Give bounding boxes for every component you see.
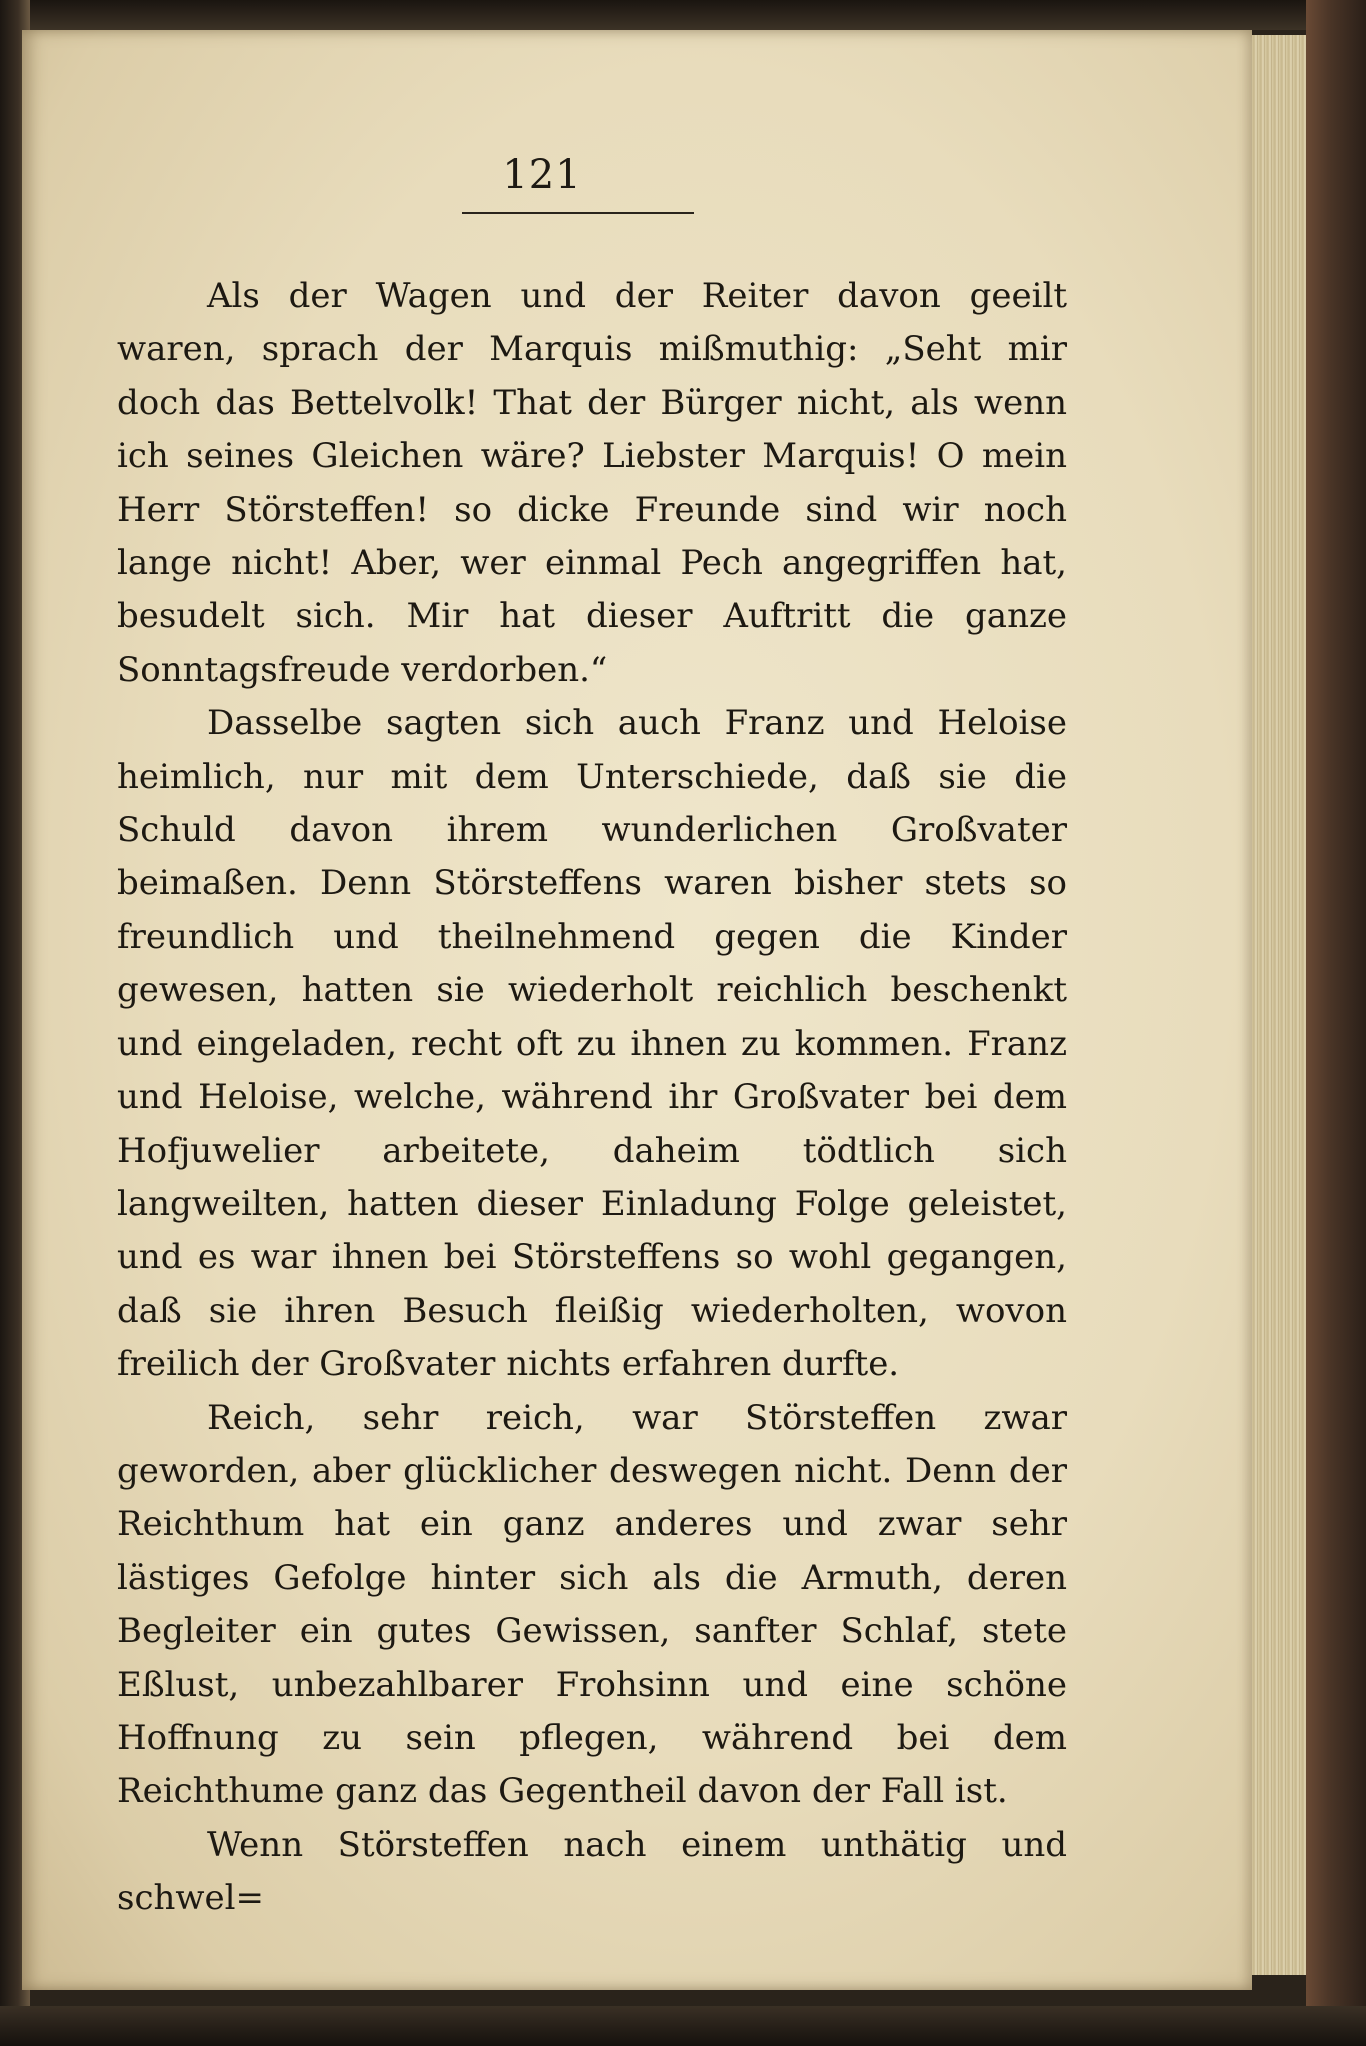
book-binding-bottom [0, 2006, 1366, 2046]
paragraph-1: Als der Wagen und der Reiter davon geeilt waren, sprach der Marquis mißmuthig: „Seht mir doch das Bettelvolk! That der Bürger nicht, als wenn ich seines Gleichen wäre? Liebster Marquis! O mein Herr Störsteffen! so dicke Freunde sind wir noch lange nicht! Aber, wer einmal Pech angegriffen hat, besudelt sich. Mir hat dieser Auftritt die ganze Sonntagsfreude verdorben.“ [117, 276, 1067, 690]
book-binding-top [0, 0, 1366, 30]
paragraph-4: Wenn Störsteffen nach einem unthätig und schwel= [117, 1824, 1067, 1919]
paragraph-2: Dasselbe sagten sich auch Franz und Heloise heimlich, nur mit dem Unterschiede, daß sie die Schuld davon ihrem wunderlichen Großvater beimaßen. Denn Störsteffens waren bisher stets so freundlich und theilnehmend gegen die Kinder gewesen, hatten sie wiederholt reichlich beschenkt und eingeladen, recht oft zu ihnen zu kommen. Franz und Heloise, welche, während ihr Großvater bei dem Hofjuwelier arbeitete, daheim tödtlich sich langweilten, hatten dieser Einladung Folge geleistet, und es war ihnen bei Störsteffens so wohl gegangen, daß sie ihren Besuch fleißig wiederholten, wovon freilich der Großvater nichts erfahren durfte. [117, 703, 1067, 1385]
book-page [22, 30, 1252, 1990]
body-text [117, 270, 1067, 1926]
book-binding-right [1306, 0, 1366, 2046]
page-number: 121 [502, 152, 582, 198]
page-stack-edge [1250, 35, 1306, 1975]
paragraph-3: Reich, sehr reich, war Störsteffen zwar geworden, aber glücklicher deswegen nicht. Denn der Reichthum hat ein ganz anderes und zwar sehr lästiges Gefolge hinter sich als die Armuth, deren Begleiter ein gutes Gewissen, sanfter Schlaf, stete Eßlust, unbezahlbarer Frohsinn und eine schöne Hoffnung zu sein pflegen, während bei dem Reichthume ganz das Gegentheil davon der Fall ist. [117, 1397, 1067, 1812]
page-number-rule [462, 212, 694, 214]
